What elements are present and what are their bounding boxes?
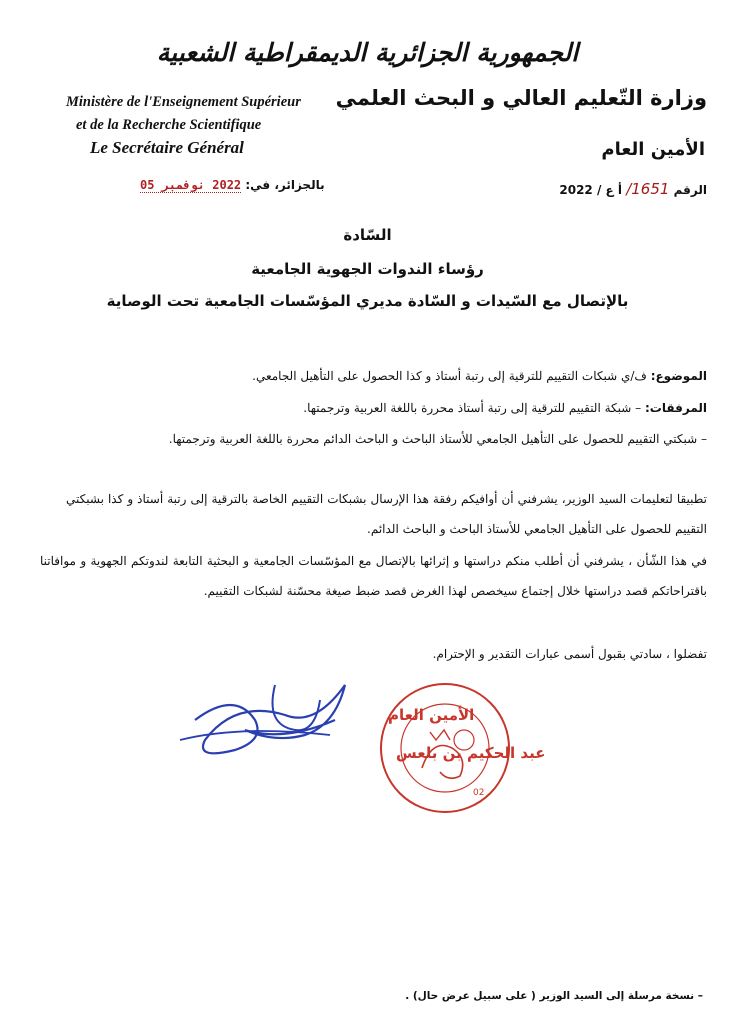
addressee-line: بالإتصال مع السّيدات و السّادة مديري المؤسّسات الجامعية تحت الوصاية [106, 292, 629, 310]
ministry-fr-line1: Ministère de l'Enseignement Supérieur [66, 94, 301, 110]
closing-line: تفضلوا ، سادتي بقبول أسمى عبارات التقدير و الإحترام. [432, 647, 707, 661]
subject-line [252, 366, 707, 386]
secretary-general-french: Le Secrétaire Général [90, 138, 244, 157]
attachments-label: المرفقات: [645, 401, 707, 415]
republic-header: الجمهورية الجزائرية الديمقراطية الشعبية [156, 38, 579, 67]
ministry-name-french [66, 91, 301, 137]
place-label: بالجزائر، في: [245, 178, 325, 192]
reference-suffix: أ ع / 2022 [559, 183, 623, 197]
date-line [140, 178, 325, 192]
handwritten-signature [180, 685, 345, 753]
date-stamp: 2022 نوفمبر 05 [140, 178, 242, 192]
attachment-item: – شبكتي التقييم للحصول على التأهيل الجامعي للأستاذ الباحث و الباحث الدائم محررة باللغة العربية وترجمتها. [168, 432, 707, 446]
body-paragraph: في هذا الشّأن ، يشرفني أن أطلب منكم دراستها و إثرائها بالإتصال مع المؤسّسات الجامعية و البحثية التابعة لندوتكم الجهوية و موافاتنا باقتراحاتكم قصد دراستها خلال إجتماع سيخصص لهذا الغرض قصد ضبط صيغة محسّنة لشبكات التقييم. [40, 554, 707, 598]
attachment-text: – شبكة التقييم للترقية إلى رتبة أستاذ محررة باللغة العربية وترجمتها. [303, 401, 642, 415]
reference-label: الرقم [673, 183, 707, 197]
signature-block [160, 670, 560, 840]
secretary-general-arabic: الأمين العام [601, 139, 705, 160]
copy-note: – نسخة مرسلة إلى السيد الوزير ( على سبيل عرض حال) . [405, 990, 703, 1002]
ministry-name-arabic: وزارة التّعليم العالي و البحث العلمي [335, 86, 707, 110]
signature-title: الأمين العام [388, 706, 475, 724]
subject-label: الموضوع: [650, 369, 707, 383]
body-paragraph: تطبيقا لتعليمات السيد الوزير، يشرفني أن أوافيكم رفقة هذا الإرسال بشبكات التقييم الخاصة بالترقية إلى رتبة أستاذ و كذا بشبكتي التقييم للحصول على التأهيل الجامعي للأستاذ الباحث و الباحث الدائم. [66, 492, 707, 536]
addressee-line: رؤساء الندوات الجهوية الجامعية [251, 260, 484, 278]
subject-text: ف/ي شبكات التقييم للترقية إلى رتبة أستاذ و كذا الحصول على التأهيل الجامعي. [252, 369, 647, 383]
attachment-item [303, 398, 707, 418]
reference-line [559, 180, 707, 198]
stamp-number: 02 [473, 788, 485, 798]
reference-number: 1651/ [626, 180, 670, 198]
addressee-title: السّادة [343, 226, 392, 244]
signature-name: عبد الحكيم بن بلعس [396, 744, 546, 762]
ministry-fr-line2: et de la Recherche Scientifique [76, 117, 262, 133]
